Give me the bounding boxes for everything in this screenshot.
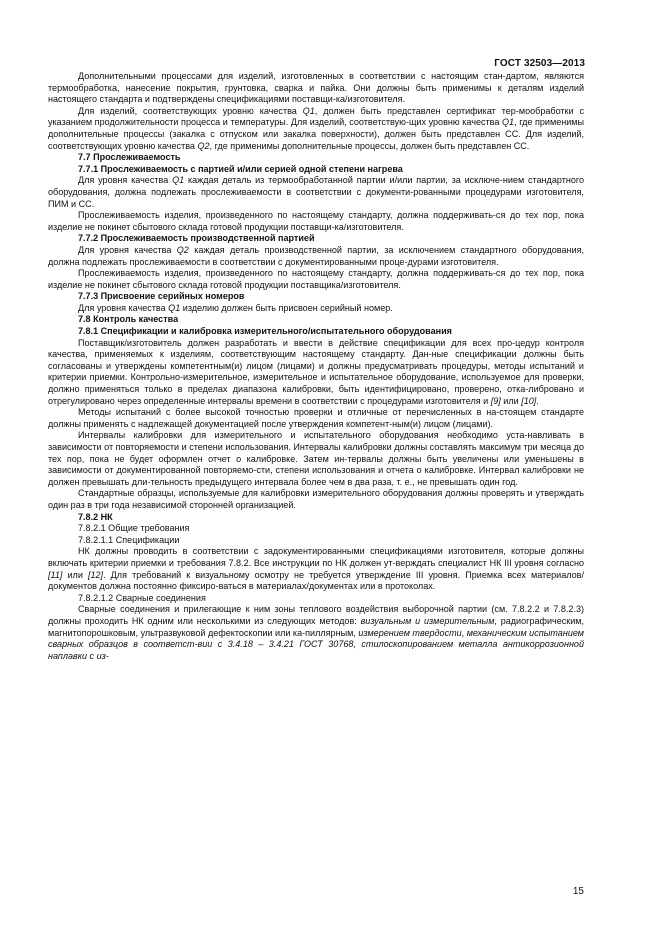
paragraph: Стандартные образцы, используемые для калибровки измерительного оборудования должны проверять и утверждать один раз в три года независимой сторонней организацией. bbox=[48, 488, 584, 510]
section-heading: 7.7 Прослеживаемость bbox=[78, 152, 181, 163]
paragraph: Прослеживаемость изделия, произведенного по настоящему стандарту, должна поддерживать-ся до тех пор, пока изделие не покинет сбытового склада готовой продукции поставщика/изготовителя. bbox=[48, 268, 584, 290]
doc-header-code: ГОСТ 32503—2013 bbox=[494, 58, 585, 69]
subsection-line: 7.8.2.1.1 Спецификации bbox=[78, 534, 180, 545]
subsection-line: 7.8.2.1.2 Сварные соединения bbox=[78, 592, 206, 603]
section-heading: 7.7.2 Прослеживаемость производственной партией bbox=[78, 233, 315, 244]
paragraph: Дополнительными процессами для изделий, изготовленных в соответствии с настоящим стан-дартом, являются термообработка, нанесение покрытия, грунтовка, сварка и пайка. Они должны быть применимы к деталям изделий настоящего стандарта и подтверждены спецификациями поставщи-ка/изготовителя. bbox=[48, 71, 584, 105]
paragraph: Для изделий, соответствующих уровню качества Q1, должен быть представлен сертификат тер-мообработки с указанием продолжительности процесса и температуры. Для изделий, соответствую-щих уровню качества Q1, где применимы дополнительные процессы (закалка с отпуском или закалка поверхности), должен быть представлен СС. Для изделий, соответствующих уровню качества Q2, где применимы дополнительные процессы, должен быть представлен СС. bbox=[48, 105, 584, 151]
section-heading: 7.8.1 Спецификации и калибровка измерительного/испытательного оборудования bbox=[78, 326, 452, 337]
section-heading: 7.8 Контроль качества bbox=[78, 314, 179, 325]
paragraph: Методы испытаний с более высокой точностью проверки и отличные от перечисленных в на-стоящем стандарте должны применять с надлежащей документацией после утверждения компетент-ным(и) лицом (лицами). bbox=[48, 407, 584, 429]
paragraph: НК должны проводить в соответствии с задокументированными спецификациями изготовителя, которые должны включать критерии приемки и требования 7.8.2. Все инструкции по НК должен ут-верждать специалист НК III уровня согласно [11] или [12]. Для требований к визуальному осмотру не требуется утверждение III уровня. Приемка всех материалов/документов должна постоянно фиксиро-ваться в материалах/документах или в протоколах. bbox=[48, 546, 584, 592]
subsection-line: 7.8.2.1 Общие требования bbox=[78, 523, 190, 534]
paragraph: Для уровня качества Q2 каждая деталь производственной партии, за исключением стандартного оборудования, должна подлежать прослеживаемости в соответствии с документированными проце-дурами изготовителя. bbox=[48, 244, 584, 267]
section-heading: 7.7.3 Присвоение серийных номеров bbox=[78, 291, 245, 302]
document-body bbox=[48, 71, 584, 662]
paragraph: Поставщик/изготовитель должен разработать и ввести в действие спецификации для всех про-цедур контроля качества, применяемых к изделиям, соответствующим настоящему стандарту. Дан-ные спецификации должны быть согласованы и утверждены компетентным(и) лицом (лицами) и должны предусматривать процедуры, методы испытаний и критерии приемки. Контрольно-измерительное, измерительное и испытательное оборудование, используемое для проверки, должно применяться только в пределах диапазона калибровки, быть идентифицировано, проверено, отка-либровано и отрегулировано через определенные интервалы времени в соответствии с процедурами изготовителя и [9] или [10]. bbox=[48, 337, 584, 406]
paragraph: Интервалы калибровки для измерительного и испытательного оборудования необходимо уста-навливать в зависимости от повторяемости и степени использования. Интервалы калибровки должны составлять максимум три месяца до тех пор, пока не будет оформлен отчет о калибровке. Затем ин-тервалы должны быть увеличены или уменьшены в зависимости от документированной повторяемо-сти, степени использования и отчета о калибровке. Интервал калибровки не должен превышать дли-тельность предыдущего интервала более чем в два раза, т. е., не превышать один год. bbox=[48, 430, 584, 487]
section-heading: 7.7.1 Прослеживаемость с партией и/или серией одной степени нагрева bbox=[78, 163, 403, 174]
paragraph: Для уровня качества Q1 каждая деталь из термообработанной партии и/или партии, за исключе-нием стандартного оборудования, должна подлежать прослеживаемости в соответствии с документи-рованными процедурами изготовителя, ПИМ и СС. bbox=[48, 175, 585, 209]
page-number: 15 bbox=[572, 886, 584, 897]
subsection-line: Для уровня качества Q1 изделию должен быть присвоен серийный номер. bbox=[78, 302, 393, 313]
paragraph: Прослеживаемость изделия, произведенного по настоящему стандарту, должна поддерживать-ся до тех пор, пока изделие не покинет сбытового склада готовой продукции поставщи-ка/изготовителя. bbox=[48, 210, 584, 232]
section-heading: 7.8.2 НК bbox=[78, 511, 113, 522]
paragraph: Сварные соединения и прилегающие к ним зоны теплового воздействия выборочной партии (см. 7.8.2.2 и 7.8.2.3) должны проходить НК одним или несколькими из следующих методов: визуальным и измерительным, радиографическим, магнитопорошковым, ультразвуковой дефектоскопии или ка-пиллярным, измерением твердости, механическим испытанием сварных образцов в соответст-вии с 3.4.18 – 3.4.21 ГОСТ 30768, стилоскопированием металла антикоррозионной наплавки с из- bbox=[48, 604, 585, 661]
